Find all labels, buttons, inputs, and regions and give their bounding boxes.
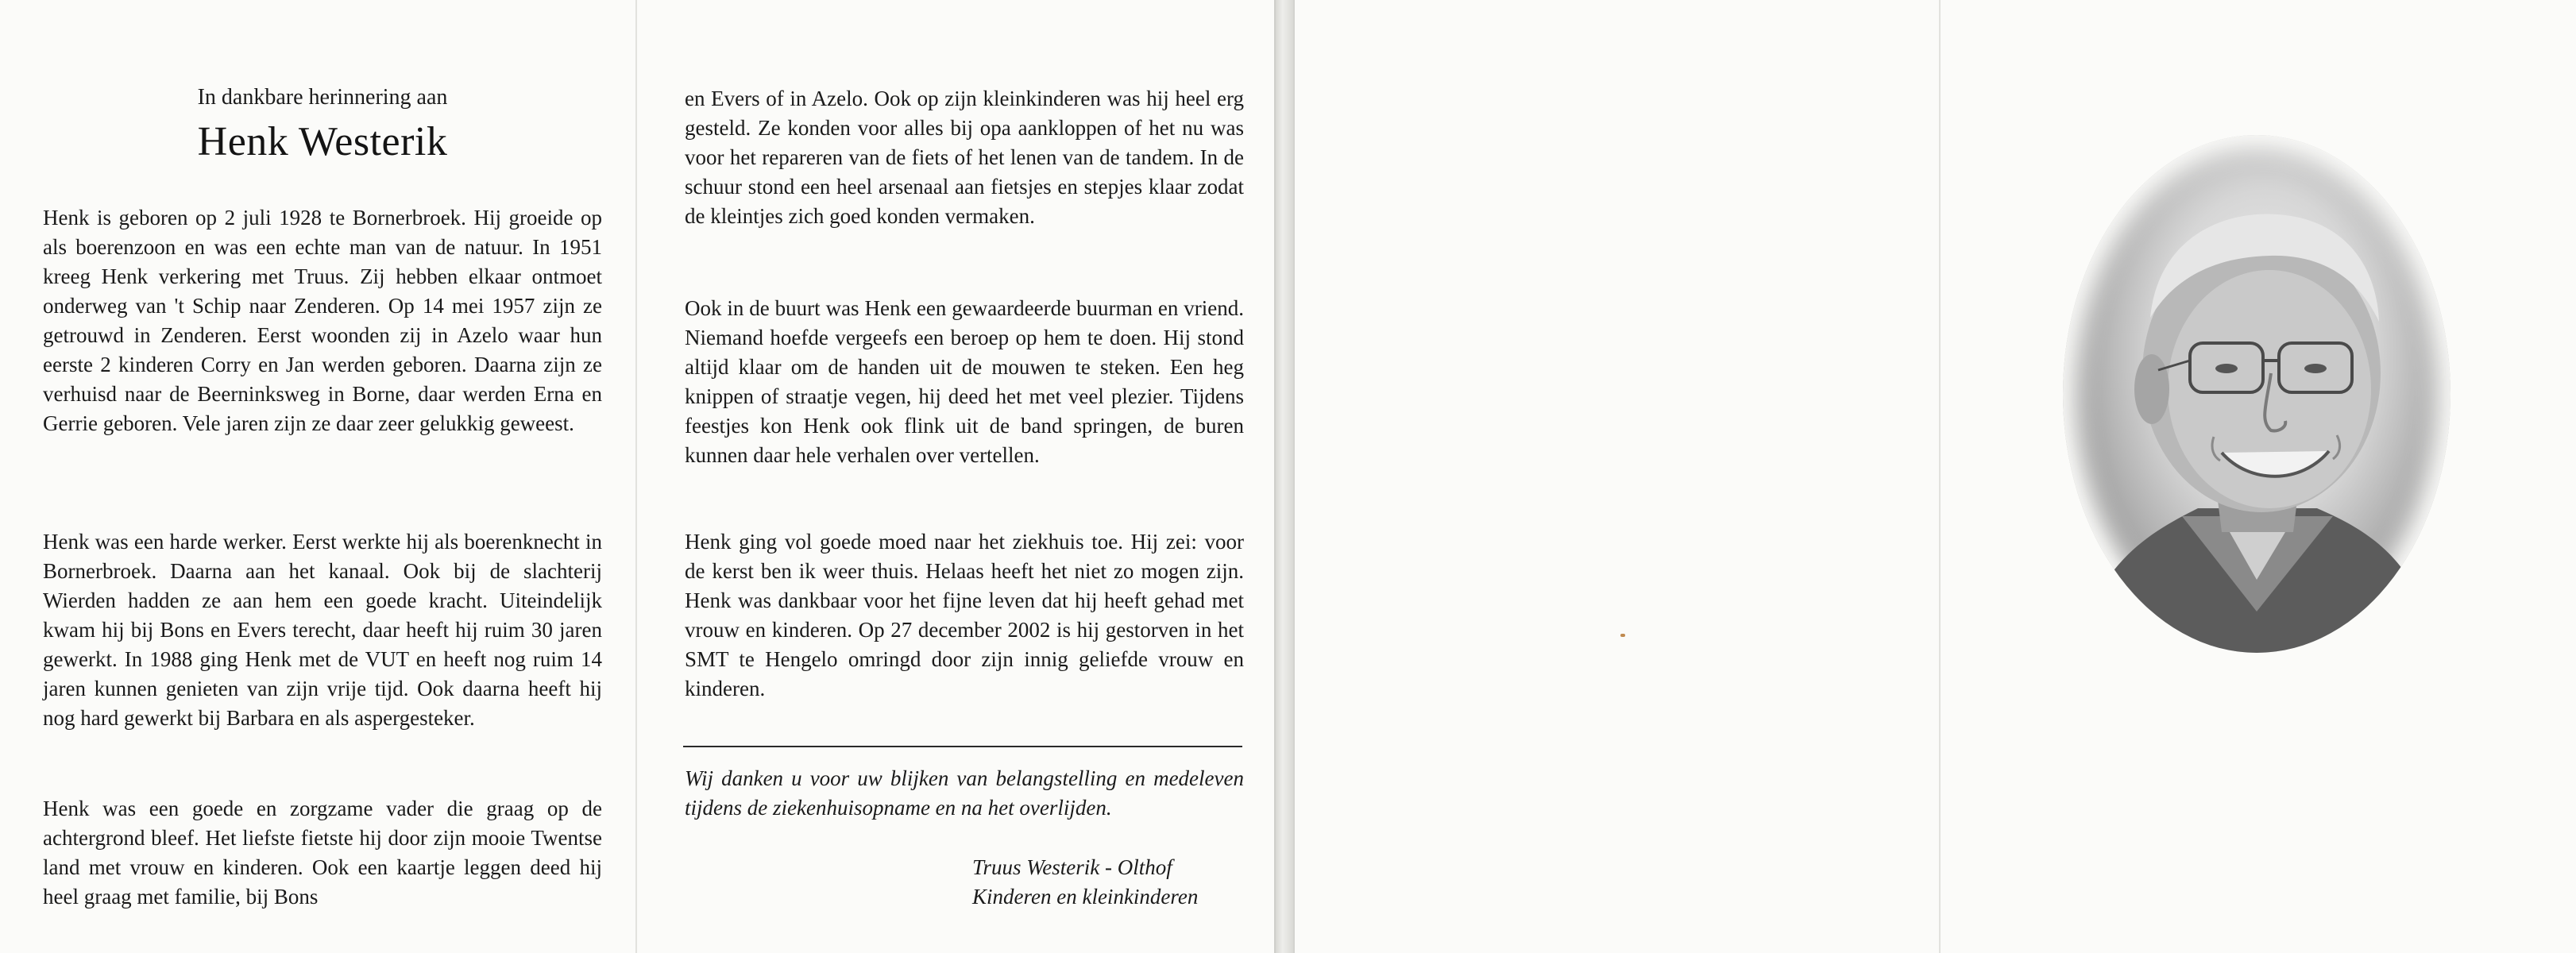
signature-relatives: Kinderen en kleinkinderen <box>972 885 1199 909</box>
portrait-illustration <box>2063 135 2450 653</box>
fold-line <box>1939 0 1941 953</box>
biography-paragraph: Henk is geboren op 2 juli 1928 te Bornerbroek. Hij groeide op als boerenzoon en was een echte man van de natuur. In 1951 kreeg Henk verkering met Truus. Zij hebben elkaar ontmoet onderweg van 't Schip naar Zenderen. Op 14 mei 1957 zijn ze getrouwd in Zenderen. Eerst woonden zij in Azelo waar hun eerste 2 kinderen Corry en Jan werden geboren. Daarna zijn ze verhuisd naar de Beerninksweg in Borne, daar werden Erna en Gerrie geboren. Vele jaren zijn ze daar zeer gelukkig geweest. <box>43 206 602 435</box>
portrait-photo-icon <box>2063 135 2450 653</box>
final-days-paragraph: Henk ging vol goede moed naar het ziekhuis toe. Hij zei: voor de kerst ben ik weer thuis. Helaas heeft het niet zo mogen zijn. Henk was dankbaar voor het fijne leven dat hij heeft gehad met vrouw en kinderen. Op 27 december 2002 is hij gestorven in het SMT te Hengelo omringd door zijn innig geliefde vrouw en kinderen. <box>685 530 1244 700</box>
divider-line <box>683 746 1242 747</box>
grandchildren-paragraph: en Evers of in Azelo. Ook op zijn kleinkinderen was hij heel erg gesteld. Ze konden voor alles bij opa aankloppen of het nu was voor het repareren van de fiets of het lenen van de tandem. In de schuur stond een heel arsenaal aan fietsjes en stepjes klaar zodat de kleintjes zich goed konden vermaken. <box>685 87 1244 228</box>
paper-speck <box>1620 634 1625 637</box>
family-paragraph: Henk was een goede en zorgzame vader die graag op de achtergrond bleef. Het liefste fietste hij door zijn mooie Twentse land met vrouw en kinderen. Ook een kaartje leggen deed hij heel graag met familie, bij Bons <box>43 797 602 909</box>
thanks-text: Wij danken u voor uw blijken van belangstelling en medeleven tijdens de ziekenhuisopname en na het overlijden. <box>685 766 1244 820</box>
neighbourhood-paragraph: Ook in de buurt was Henk een gewaardeerde buurman en vriend. Niemand hoefde vergeefs een beroep op hem te doen. Hij stond altijd klaar om de handen uit de mouwen te steken. Een heg knippen of straatje vegen, hij deed het met veel plezier. Tijdens feestjes kon Henk ook flink uit de band springen, de buren kunnen daar hele verhalen over vertellen. <box>685 296 1244 467</box>
intro-line: In dankbare herinnering aan <box>197 85 448 110</box>
career-paragraph: Henk was een harde werker. Eerst werkte hij als boerenknecht in Bornerbroek. Daarna aan het kanaal. Ook bij de slachterij Wierden hadden ze aan hem een goede kracht. Uiteindelijk kwam hij bij Bons en Evers terecht, daar heeft hij ruim 30 jaren gewerkt. In 1988 ging Henk met de VUT en heeft nog ruim 14 jaren kunnen genieten van zijn vrije tijd. Ook daarna heeft hij nog hard gewerkt bij Barbara en als aspergesteker. <box>43 530 602 730</box>
deceased-name: Henk Westerik <box>197 119 448 164</box>
fold-line <box>635 0 637 953</box>
signature-family-name: Truus Westerik - Olthof <box>972 855 1172 879</box>
card-center-gap <box>1276 0 1293 953</box>
